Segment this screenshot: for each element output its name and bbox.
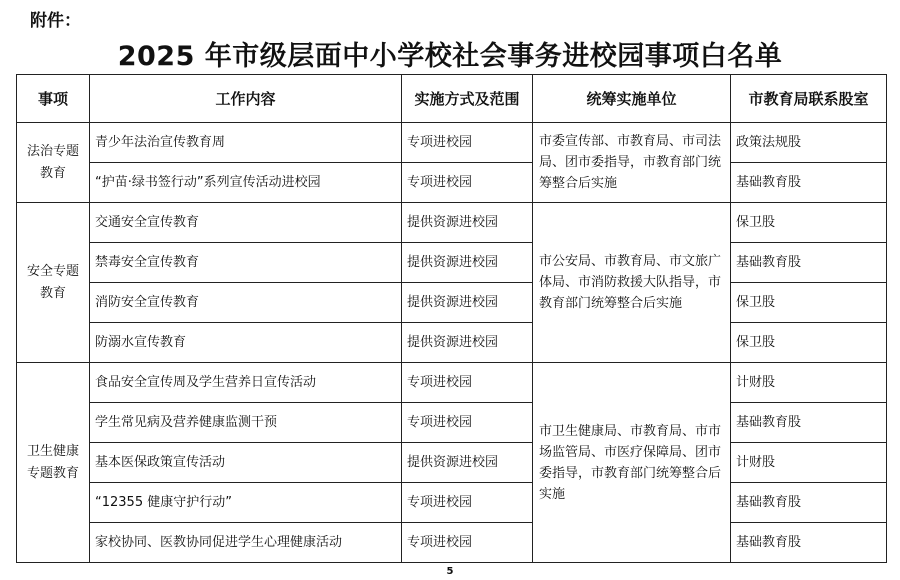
method-cell: 提供资源进校园 xyxy=(402,203,533,243)
office-cell: 基础教育股 xyxy=(731,523,887,563)
table-row xyxy=(17,363,887,403)
content-cell: 学生常见病及营养健康监测干预 xyxy=(90,403,402,443)
header-category: 事项 xyxy=(17,75,90,123)
method-cell: 提供资源进校园 xyxy=(402,443,533,483)
table-row xyxy=(17,283,887,323)
office-cell: 基础教育股 xyxy=(731,163,887,203)
content-cell: “护苗·绿书签行动”系列宣传活动进校园 xyxy=(90,163,402,203)
table-row xyxy=(17,203,887,243)
office-cell: 保卫股 xyxy=(731,203,887,243)
table-row xyxy=(17,443,887,483)
method-cell: 提供资源进校园 xyxy=(402,283,533,323)
method-cell: 专项进校园 xyxy=(402,483,533,523)
whitelist-table xyxy=(16,74,887,563)
header-unit: 统筹实施单位 xyxy=(533,75,731,123)
office-cell: 计财股 xyxy=(731,363,887,403)
table-row xyxy=(17,123,887,163)
header-content: 工作内容 xyxy=(90,75,402,123)
content-cell: 禁毒安全宣传教育 xyxy=(90,243,402,283)
table-row xyxy=(17,483,887,523)
attachment-label: 附件： xyxy=(30,11,81,31)
header-method: 实施方式及范围 xyxy=(402,75,533,123)
method-cell: 专项进校园 xyxy=(402,163,533,203)
content-cell: 青少年法治宣传教育周 xyxy=(90,123,402,163)
office-cell: 保卫股 xyxy=(731,323,887,363)
table-row xyxy=(17,523,887,563)
method-cell: 专项进校园 xyxy=(402,403,533,443)
office-cell: 保卫股 xyxy=(731,283,887,323)
method-cell: 提供资源进校园 xyxy=(402,323,533,363)
office-cell: 政策法规股 xyxy=(731,123,887,163)
page-title: 2025 年市级层面中小学校社会事务进校园事项白名单 xyxy=(117,41,783,72)
method-cell: 专项进校园 xyxy=(402,123,533,163)
unit-cell: 市公安局、市教育局、市文旅广体局、市消防救援大队指导，市教育部门统筹整合后实施 xyxy=(533,203,731,363)
table-row xyxy=(17,323,887,363)
content-cell: 交通安全宣传教育 xyxy=(90,203,402,243)
method-cell: 专项进校园 xyxy=(402,523,533,563)
content-cell: 消防安全宣传教育 xyxy=(90,283,402,323)
office-cell: 基础教育股 xyxy=(731,243,887,283)
content-cell: 防溺水宣传教育 xyxy=(90,323,402,363)
table-header-row xyxy=(17,75,887,123)
table-row xyxy=(17,243,887,283)
unit-cell: 市卫生健康局、市教育局、市市场监管局、市医疗保障局、团市委指导，市教育部门统筹整合后实施 xyxy=(533,363,731,563)
office-cell: 基础教育股 xyxy=(731,403,887,443)
unit-cell: 市委宣传部、市教育局、市司法局、团市委指导，市教育部门统筹整合后实施 xyxy=(533,123,731,203)
office-cell: 计财股 xyxy=(731,443,887,483)
header-office: 市教育局联系股室 xyxy=(731,75,887,123)
method-cell: 专项进校园 xyxy=(402,363,533,403)
category-cell: 安全专题教育 xyxy=(17,203,90,363)
category-cell: 卫生健康专题教育 xyxy=(17,363,90,563)
table-row xyxy=(17,163,887,203)
content-cell: 食品安全宣传周及学生营养日宣传活动 xyxy=(90,363,402,403)
page-number: 5 xyxy=(446,566,454,577)
category-cell: 法治专题教育 xyxy=(17,123,90,203)
table-row xyxy=(17,403,887,443)
content-cell: 家校协同、医教协同促进学生心理健康活动 xyxy=(90,523,402,563)
office-cell: 基础教育股 xyxy=(731,483,887,523)
content-cell: 基本医保政策宣传活动 xyxy=(90,443,402,483)
content-cell: “12355 健康守护行动” xyxy=(90,483,402,523)
method-cell: 提供资源进校园 xyxy=(402,243,533,283)
